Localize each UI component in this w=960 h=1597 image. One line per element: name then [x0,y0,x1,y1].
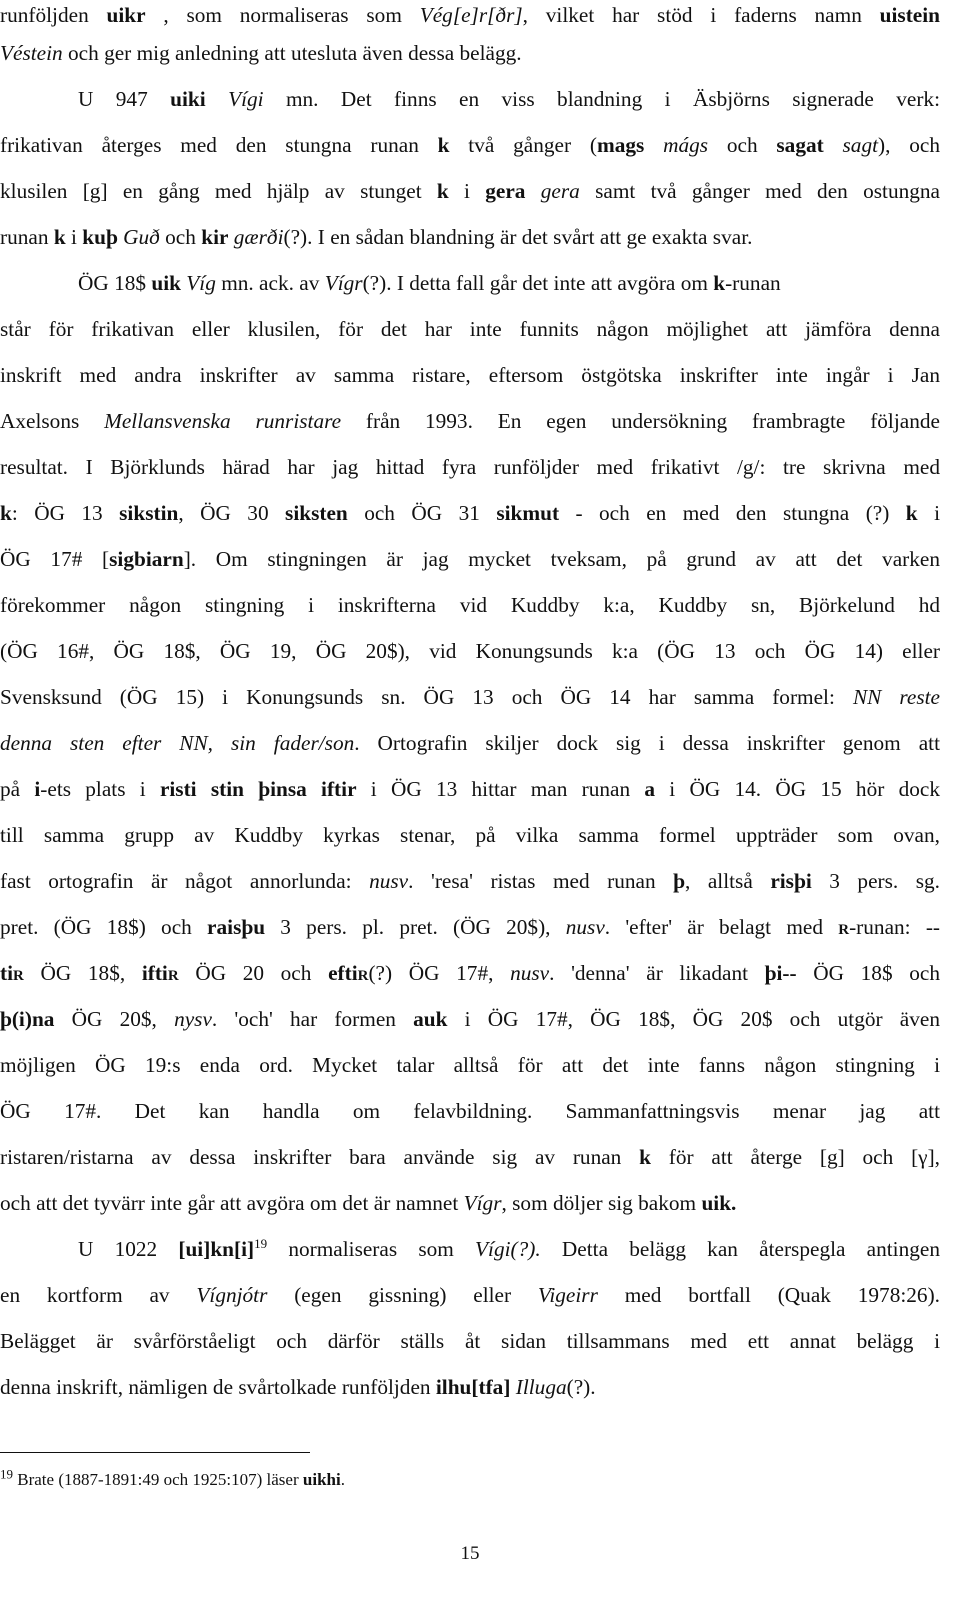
page-number: 15 [460,1543,480,1564]
text-run: gera [540,179,580,203]
text-line [0,1142,940,1172]
text-run: till samma grupp av Kuddby kyrkas stenar, på vilka samma formel uppträder som ovan, [0,823,940,847]
text-run: R [167,968,179,984]
text-run: (?) ÖG 17#, [368,961,511,985]
text-run: , ÖG 30 [178,501,286,525]
text-run: Guð [123,225,160,249]
text-line [0,682,940,712]
text-run [644,133,663,157]
text-run: i [65,225,83,249]
footnote-tail: . [340,1470,345,1489]
text-run: samt två gånger med den ostungna [579,179,940,203]
text-run: Vígr [463,1191,502,1215]
text-run: i [917,501,940,525]
text-line [0,1096,940,1126]
text-run: en kortform av [0,1283,197,1307]
text-run: sikmut [496,501,560,525]
text-run: sikstin [119,501,179,525]
text-run: från 1993. En egen undersökning frambragte följande [341,409,940,433]
text-line [0,360,940,390]
text-run: -ets plats i [40,777,160,801]
text-line [0,84,940,114]
text-run: två gånger ( [449,133,597,157]
text-run: . 'resa' ristas med runan [408,869,674,893]
text-run: (egen gissning) eller [267,1283,538,1307]
text-run: uik. [701,1191,737,1215]
text-run: Illuga [515,1375,567,1399]
text-line [0,1188,940,1218]
text-run: (?). I en sådan blandning är det svårt att ge exakta svar. [283,225,753,249]
text-run: k [53,225,66,249]
text-run: 19 [254,1235,268,1251]
text-run: sigbiarn [109,547,184,571]
text-run: ÖG 18$ och [796,961,940,985]
text-run: gærði [233,225,284,249]
text-run: i ÖG 17#, ÖG 18$, ÖG 20$ och utgör även [447,1007,940,1031]
text-line [0,452,940,482]
text-run: : ÖG 13 [11,501,120,525]
text-run: auk [413,1007,448,1031]
text-run: R [357,968,369,984]
text-run: Belägget är svårförståeligt och därför ställs åt sidan tillsammans med ett annat belägg i [0,1329,940,1353]
text-line [0,590,940,620]
text-run: , alltså [685,869,771,893]
text-run: mags [596,133,645,157]
text-run: ÖG 18$ [78,271,152,295]
text-line [0,0,940,30]
text-run: uikr [106,3,146,27]
text-run: [ui]kn[i] [178,1237,255,1261]
text-run: uik [151,271,181,295]
text-line [0,176,940,206]
text-run: och ger mig anledning att utesluta även dessa belägg. [62,41,522,65]
text-run: normaliseras som [267,1237,476,1261]
text-run: Vígnjótr [196,1283,268,1307]
text-run: möjligen ÖG 19:s enda ord. Mycket talar alltså för att det inte fanns någon stingning i [0,1053,940,1077]
text-run: och att det tyvärr inte går att avgöra om det är namnet [0,1191,464,1215]
text-run: ÖG 17# [ [0,547,110,571]
text-run: Vigeirr [537,1283,598,1307]
text-run: -runan [725,271,781,295]
text-run: runan [0,225,54,249]
text-run: U 947 [78,87,171,111]
text-run: k [713,271,726,295]
text-run: a [644,777,656,801]
text-run: 3 pers. pl. pret. (ÖG 20$), [265,915,566,939]
text-run: står för frikativan eller klusilen, för det har inte funnits någon möjlighet att jämföra denna [0,317,940,341]
text-line [0,1280,940,1310]
text-run: fast ortografin är något annorlunda: [0,869,370,893]
text-run: þi-- [764,961,797,985]
text-run: förekommer någon stingning i inskrifterna vid Kuddby k:a, Kuddby sn, Björkelund hd [0,593,940,617]
text-line [0,912,940,945]
text-run: Detta belägg kan återspegla antingen [540,1237,940,1261]
text-run: . 'denna' är likadant [549,961,765,985]
text-run: efti [328,961,358,985]
text-line [0,1326,940,1356]
text-run: ]. Om stingningen är jag mycket tveksam, på grund av att det varken [183,547,941,571]
footnote-bold-word: uikhi [302,1470,341,1489]
text-line [0,268,940,298]
text-run: Véstein [0,41,63,65]
text-run: Mellansvenska runristare [104,409,342,433]
text-run: k [905,501,918,525]
text-line [0,498,940,528]
text-run: R [13,968,24,984]
text-run: Axelsons [0,409,105,433]
text-run: i ÖG 13 hittar man runan [356,777,645,801]
text-line [0,314,940,344]
text-line [0,1234,940,1264]
text-run: denna inskrift, nämligen de svårtolkade runföljden [0,1375,436,1399]
text-run: U 1022 [78,1237,179,1261]
text-run: nusv [369,869,409,893]
text-run: risti stin þinsa iftir [159,777,357,801]
text-run: k [639,1145,651,1169]
text-line [0,544,940,574]
text-run: (ÖG 16#, ÖG 18$, ÖG 19, ÖG 20$), vid Konungsunds k:a (ÖG 13 och ÖG 14) eller [0,639,940,663]
text-run: k [436,179,449,203]
text-run: ÖG 18$, [23,961,142,985]
footnote [0,1468,345,1492]
text-run: mágs [663,133,709,157]
text-run: och [159,225,202,249]
text-run: Víg [186,271,216,295]
text-run: -runan: -- [849,915,941,939]
text-run: ti [0,961,14,985]
text-run: , som normaliseras som [145,3,420,27]
text-run: Vígi [228,87,264,111]
text-line [0,222,940,252]
text-run: Svensksund (ÖG 15) i Konungsunds sn. ÖG 13 och ÖG 14 har samma formel: [0,685,853,709]
text-run: denna sten efter NN, sin fader/son [0,731,355,755]
text-line [0,636,940,666]
text-line [0,406,940,436]
text-run: och ÖG 31 [347,501,497,525]
text-run: raisþu [207,915,266,939]
text-line [0,820,940,850]
text-run: uiki [170,87,206,111]
text-run: uistein [879,3,940,27]
text-run: gera [485,179,526,203]
text-run: (?). [566,1375,596,1399]
footnote-number: 19 [0,1466,13,1482]
text-run: nusv [565,915,605,939]
text-run: Vég[e]r[ðr] [419,3,523,27]
text-run: med bortfall (Quak 1978:26). [597,1283,940,1307]
text-run: NN reste [852,685,940,709]
text-line [0,774,940,804]
text-run: runföljden [0,3,107,27]
text-run: på [0,777,35,801]
text-run: nusv [510,961,550,985]
text-run: ristaren/ristarna av dessa inskrifter bara använde sig av runan [0,1145,640,1169]
text-run: kir [201,225,229,249]
text-run: (?). I detta fall går det inte att avgöra om [362,271,714,295]
text-run: i [448,179,486,203]
text-run: i [34,777,41,801]
footnote-text: Brate (1887-1891:49 och 1925:107) läser [13,1470,303,1489]
text-run: k [0,501,12,525]
text-run: sagt [842,133,879,157]
text-run: . Ortografin skiljer dock sig i dessa inskrifter genom att [354,731,940,755]
text-line [0,728,940,758]
text-run: klusilen [g] en gång med hjälp av stunget [0,179,437,203]
text-run: ÖG 20$, [54,1007,175,1031]
text-run: resultat. I Björklunds härad har jag hittad fyra runföljder med frikativt /g/: tre skrivna med [0,455,940,479]
text-run: ÖG 17#. Det kan handla om felavbildning. Sammanfattningsvis menar jag att [0,1099,940,1123]
text-run: frikativan återges med den stungna runan [0,133,438,157]
text-line [0,866,940,896]
text-run: k [437,133,450,157]
text-run: Vígi(?). [475,1237,541,1261]
text-run: - och en med den stungna (?) [559,501,906,525]
text-run: þ(i)na [0,1007,55,1031]
text-line [0,958,940,991]
text-run: i ÖG 14. ÖG 15 hör dock [655,777,940,801]
text-run: för att återge [g] och [γ], [650,1145,940,1169]
text-run: siksten [285,501,348,525]
footnote-divider [0,1452,310,1453]
text-line [0,130,940,160]
text-run: ), och [878,133,940,157]
text-run: nysv [174,1007,212,1031]
text-run: inskrift med andra inskrifter av samma ristare, eftersom östgötska inskrifter inte ingår i Jan [0,363,940,387]
text-run: kuþ [82,225,118,249]
text-line [0,1372,940,1402]
text-run [525,179,540,203]
text-run: ÖG 20 och [178,961,329,985]
text-run: R [838,922,850,938]
text-run [206,87,228,111]
text-line [0,1004,940,1034]
text-run: risþi [770,869,812,893]
text-run: sagat [776,133,824,157]
text-run: ifti [141,961,168,985]
text-run: ilhu[tfa] [435,1375,511,1399]
text-run: þ [673,869,685,893]
text-line [0,1050,940,1080]
text-run [824,133,843,157]
text-run: mn. Det finns en viss blandning i Äsbjörns signerade verk: [263,87,940,111]
text-run: 3 pers. sg. [811,869,941,893]
text-run: . 'och' har formen [211,1007,414,1031]
text-run: . 'efter' är belagt med [604,915,839,939]
text-run: Vígr [324,271,363,295]
text-run: mn. ack. av [215,271,325,295]
text-run: , som döljer sig bakom [501,1191,702,1215]
text-line [0,38,940,68]
text-run: pret. (ÖG 18$) och [0,915,208,939]
text-run: och [708,133,777,157]
text-run: , vilket har stöd i faderns namn [522,3,880,27]
